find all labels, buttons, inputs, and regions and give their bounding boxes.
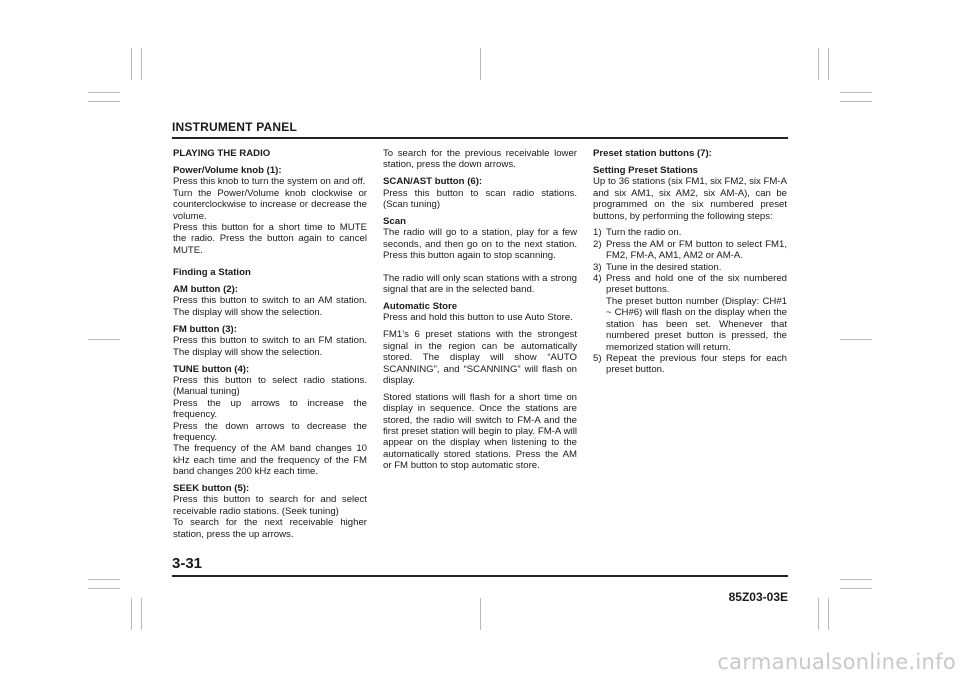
crop-mark: [828, 48, 829, 80]
power-volume-heading: Power/Volume knob (1):: [173, 164, 282, 176]
crop-mark: [818, 48, 819, 80]
crop-mark: [840, 101, 872, 102]
finding-station-heading: Finding a Station: [173, 267, 251, 279]
crop-mark: [480, 48, 481, 80]
tune-button-heading: TUNE button (4):: [173, 363, 250, 375]
header-rule: [172, 137, 788, 139]
setting-preset-section: [593, 165, 787, 222]
preset-steps-list: [593, 227, 787, 375]
crop-mark: [88, 588, 120, 589]
scan-section: [383, 216, 577, 262]
am-button-section: [173, 284, 367, 318]
crop-mark: [88, 101, 120, 102]
crop-mark: [480, 598, 481, 630]
paragraph: Press and hold this button to use Auto Store.: [383, 312, 573, 324]
list-item: 2) Press the AM or FM button to select FM1, FM2, FM-A, AM1, AM2 or AM-A.: [593, 238, 787, 262]
paragraph: Press this button to search for and select receivable radio stations. (Seek tuning): [173, 494, 367, 517]
crop-mark: [131, 48, 132, 80]
seek-button-heading: SEEK button (5):: [173, 483, 250, 495]
fm-button-section: [173, 324, 367, 358]
preset-buttons-heading: Preset station buttons (7):: [593, 148, 712, 159]
paragraph: The frequency of the AM band changes 10 kHz each time and the frequency of the FM band changes 200 kHz each time.: [173, 443, 367, 478]
crop-mark: [141, 598, 142, 630]
paragraph: Up to 36 stations (six FM1, six FM2, six FM-A and six AM1, six AM2, six AM-A), can be programmed on the six numbered preset buttons, by performing the following steps:: [593, 176, 787, 222]
paragraph: Press this button to select radio stations. (Manual tuning): [173, 374, 367, 398]
document-code: 85Z03-03E: [728, 590, 788, 604]
paragraph: The radio will go to a station, play for a few seconds, and then go on to the next station. Press this button again to stop scanning.: [383, 227, 577, 262]
crop-mark: [141, 48, 142, 80]
paragraph: Press the down arrows to decrease the frequency.: [173, 420, 367, 443]
list-item: 4) Press and hold one of the six numbered preset buttons. The preset button number (Display: CH#1 ~ CH#6) will flash on the display when the station has been set. Whenever that numbered preset button is pressed, the memorized station will return.: [593, 273, 787, 353]
crop-mark: [88, 92, 120, 93]
paragraph: Press this button for a short time to MUTE the radio. Press the button again to cancel MUTE.: [173, 221, 367, 256]
paragraph: Stored stations will flash for a short time on display in sequence. Once the stations are stored, the radio will switch to FM-A and the first preset station will begin to play. FM-A will appear on the display when listening to the automatically stored stations. Press the AM or FM button to stop automatic store.: [383, 391, 577, 472]
paragraph: Press this knob to turn the system on and off.: [173, 176, 366, 188]
paragraph: The radio will only scan stations with a strong signal that are in the selected band.: [383, 272, 577, 296]
crop-mark: [840, 92, 872, 93]
tune-button-section: [173, 364, 367, 478]
crop-mark: [840, 588, 872, 589]
paragraph: Press this button to scan radio stations. (Scan tuning): [383, 187, 577, 211]
seek-button-section: [173, 483, 367, 540]
middle-column: [383, 148, 577, 477]
paragraph: To search for the previous receivable lower station, press the down arrows.: [383, 148, 577, 171]
right-column: [593, 148, 787, 376]
paragraph: Press this button to switch to an FM station. The display will show the selection.: [173, 335, 367, 358]
auto-store-section: [383, 301, 577, 324]
crop-mark: [88, 339, 120, 340]
list-item: 5) Repeat the previous four steps for each preset button.: [593, 352, 787, 376]
crop-mark: [131, 598, 132, 630]
am-button-heading: AM button (2):: [173, 284, 239, 296]
auto-store-heading: Automatic Store: [383, 300, 458, 312]
power-volume-section: [173, 165, 367, 256]
page-number: 3-31: [172, 555, 203, 572]
scan-ast-section: [383, 176, 577, 210]
footer-rule: [172, 575, 788, 577]
paragraph: Turn the Power/Volume knob clockwise or counterclockwise to increase or decrease the volume.: [173, 187, 367, 222]
crop-mark: [818, 598, 819, 630]
paragraph: Press the up arrows to increase the frequency.: [173, 397, 367, 421]
playing-radio-heading: PLAYING THE RADIO: [173, 148, 271, 159]
paragraph: FM1’s 6 preset stations with the strongest signal in the region can be automatically stored. The display will show “AUTO SCANNING”, and “SCANNING” will flash on display.: [383, 329, 577, 386]
crop-mark: [88, 579, 120, 580]
crop-mark: [828, 598, 829, 630]
paragraph: To search for the next receivable higher station, press the up arrows.: [173, 517, 367, 540]
list-item: 1) Turn the radio on.: [593, 227, 682, 239]
watermark: carmanualsonline.info: [717, 650, 956, 674]
crop-mark: [840, 579, 872, 580]
fm-button-heading: FM button (3):: [173, 323, 237, 335]
list-item: 3) Tune in the desired station.: [593, 261, 722, 273]
section-title: INSTRUMENT PANEL: [172, 120, 297, 134]
left-column: [173, 148, 367, 546]
paragraph: Press this button to switch to an AM station. The display will show the selection.: [173, 295, 367, 318]
scan-heading: Scan: [383, 216, 406, 228]
setting-preset-heading: Setting Preset Stations: [593, 164, 699, 176]
scan-ast-heading: SCAN/AST button (6):: [383, 176, 483, 188]
crop-mark: [840, 339, 872, 340]
